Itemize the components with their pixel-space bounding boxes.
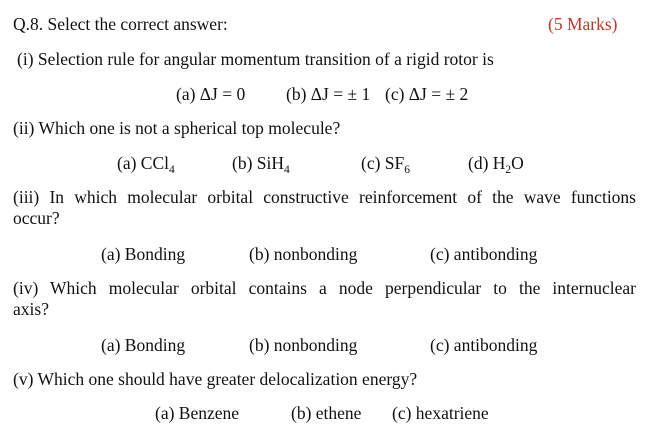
- question-2-option-c: (c) $SF_6$: [361, 153, 411, 176]
- question-5-option-a: (a) Benzene: [155, 403, 240, 423]
- question-5-option-b: (b) ethene: [291, 403, 362, 423]
- question-2-option-d: (d) $H_2O$: [468, 153, 524, 176]
- question-3-text-line-2: occur?: [13, 208, 60, 228]
- question-4-option-a: (a) Bonding: [101, 335, 186, 355]
- question-5-text: (v) Which one should have greater delocalization energy?: [13, 369, 418, 389]
- question-4-text-line-1: (iv) Which molecular orbital contains a node perpendicular to the internuclear: [13, 278, 636, 298]
- question-4-text-line-2: axis?: [13, 299, 49, 319]
- question-4-option-b: (b) nonbonding: [249, 335, 358, 355]
- question-1-option-a: (a) ΔJ = 0: [176, 84, 246, 104]
- question-3-option-a: (a) Bonding: [101, 244, 186, 264]
- question-2-option-a: (a) CCl$_4$: [117, 153, 175, 176]
- question-4-option-c: (c) antibonding: [430, 335, 538, 355]
- question-1-option-c: (c) ΔJ = ± 2: [385, 84, 469, 104]
- question-1-option-b: (b) ΔJ = ± 1: [286, 84, 371, 104]
- question-3-option-b: (b) nonbonding: [249, 244, 358, 264]
- question-2-option-b: (b) SiH$_4$: [232, 153, 290, 176]
- question-header: Q.8. Select the correct answer:: [13, 14, 228, 34]
- question-5-option-c: (c) hexatriene: [392, 403, 489, 423]
- question-1-text: (i) Selection rule for angular momentum transition of a rigid rotor is: [17, 49, 494, 69]
- question-2-text: (ii) Which one is not a spherical top molecule?: [13, 118, 341, 138]
- question-3-option-c: (c) antibonding: [430, 244, 538, 264]
- question-3-text-line-1: (iii) In which molecular orbital constructive reinforcement of the wave functions: [13, 187, 636, 207]
- marks-label: (5 Marks): [548, 14, 618, 34]
